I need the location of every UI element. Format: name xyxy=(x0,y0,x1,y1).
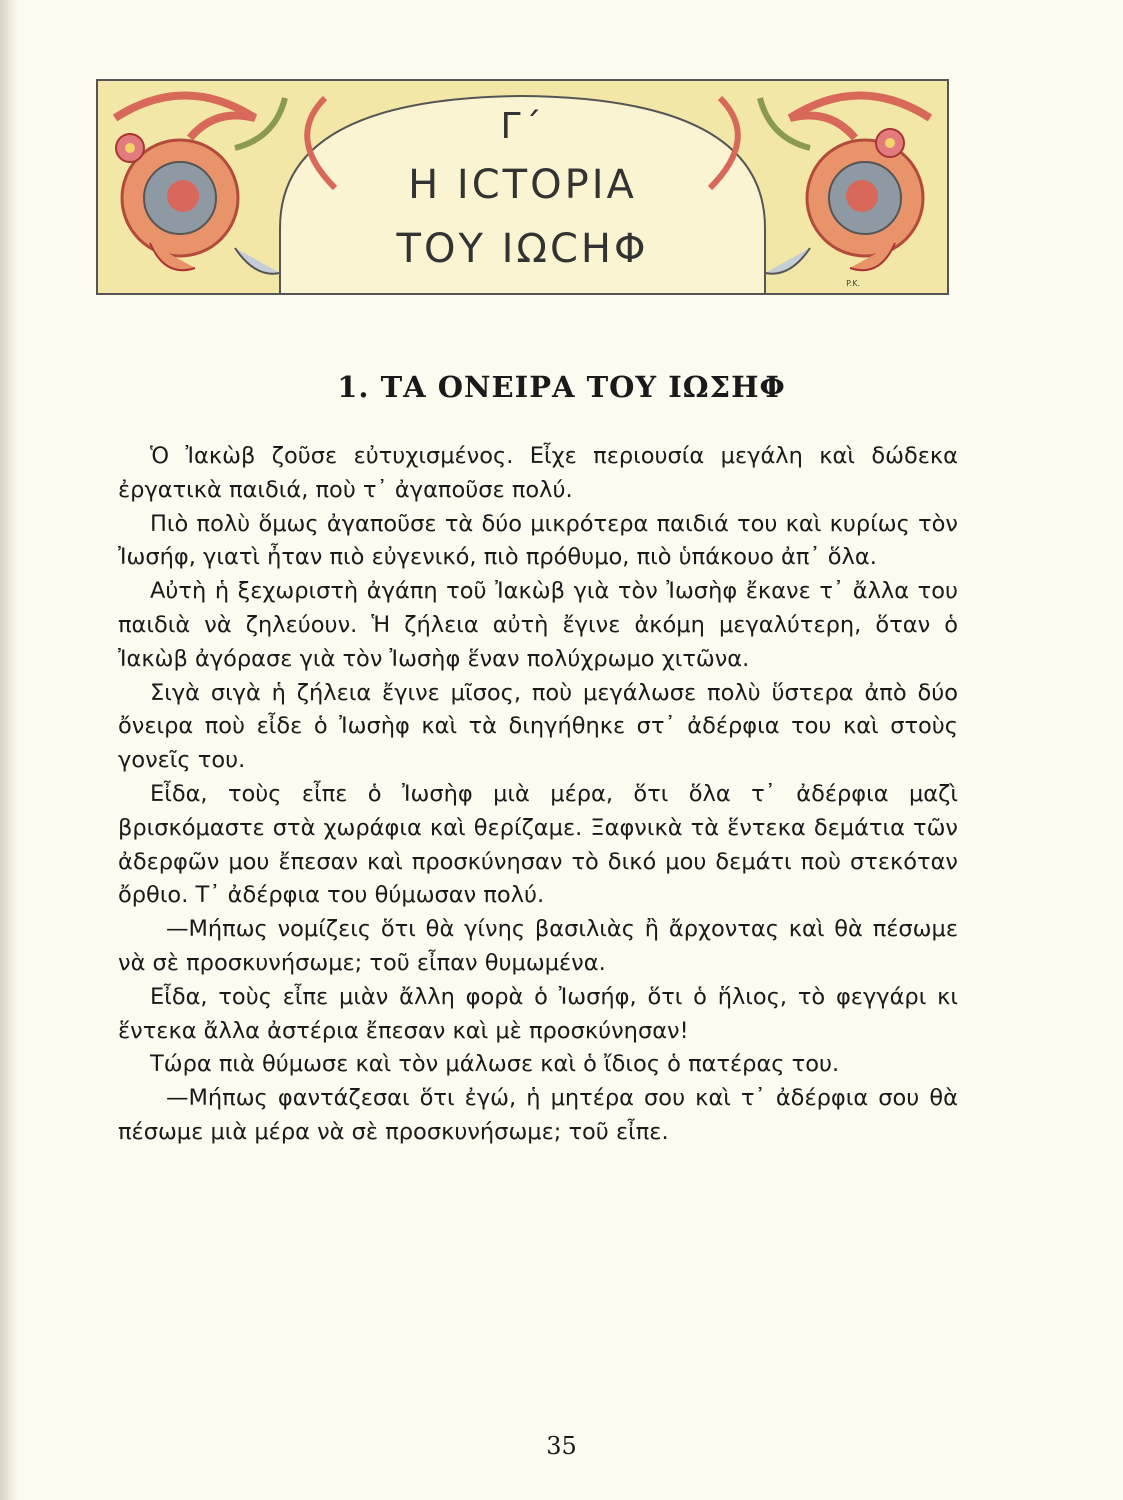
artist-signature: P.K. xyxy=(846,279,860,288)
paragraph: Πιὸ πολὺ ὅμως ἀγαποῦσε τὰ δύο μικρότερα παιδιά του καὶ κυρίως τὸν Ἰωσήφ, γιατὶ ἦταν πιὸ εὐγενικό, πιὸ πρόθυμο, πιὸ ὑπάκουο ἀπ᾿ ὅλα. xyxy=(118,510,958,571)
chapter-letter: Γ΄ xyxy=(500,106,545,147)
paragraph: Αὐτὴ ἡ ξεχωριστὴ ἀγάπη τοῦ Ἰακὼβ γιὰ τὸν Ἰωσὴφ ἔκανε τ᾿ ἄλλα του παιδιὰ νὰ ζηλεύουν. Ἡ ζήλεια αὐτὴ ἔγινε ἀκόμη μεγαλύτερη, ὅταν ὁ Ἰακὼβ ἀγόρασε γιὰ τὸν Ἰωσὴφ ἕναν πολύχρωμο χιτῶνα. xyxy=(118,578,958,672)
paragraph: Εἶδα, τοὺς εἶπε μιὰν ἄλλη φορὰ ὁ Ἰωσήφ, ὅτι ὁ ἥλιος, τὸ φεγγάρι κι ἕντεκα ἄλλα ἀστέρια ἔπεσαν καὶ μὲ προσκύνησαν! xyxy=(118,983,958,1044)
page-edge xyxy=(0,0,18,1500)
body-text xyxy=(118,440,958,1150)
decorative-header-banner xyxy=(95,78,950,296)
dialogue-paragraph: —Μήπως νομίζεις ὅτι θὰ γίνης βασιλιὰς ἢ ἄρχοντας καὶ θὰ πέσωμε νὰ σὲ προσκυνήσωμε; τοῦ εἶπαν θυμωμένα. xyxy=(118,916,958,976)
paragraph: Ὁ Ἰακὼβ ζοῦσε εὐτυχισμένος. Εἶχε περιουσία μεγάλη καὶ δώδεκα ἐργατικὰ παιδιά, ποὺ τ᾿ ἀγαποῦσε πολύ. xyxy=(118,443,958,503)
paragraph: Σιγὰ σιγὰ ἡ ζήλεια ἔγινε μῖσος, ποὺ μεγάλωσε πολὺ ὕστερα ἀπὸ δύο ὄνειρα ποὺ εἶδε ὁ Ἰωσὴφ καὶ τὰ διηγήθηκε στ᾿ ἀδέρφια του καὶ στοὺς γονεῖς του. xyxy=(118,679,958,774)
paragraph: Εἶδα, τοὺς εἶπε ὁ Ἰωσὴφ μιὰ μέρα, ὅτι ὅλα τ᾿ ἀδέρφια μαζὶ βρισκόμαστε στὰ χωράφια καὶ θερίζαμε. Ξαφνικὰ τὰ ἕντεκα δεμάτια τῶν ἀδερφῶν μου ἔπεσαν καὶ προσκύνησαν τὸ δικό μου δεμάτι ποὺ στεκόταν ὄρθιο. Τ᾿ ἀδέρφια του θύμωσαν πολύ. xyxy=(118,780,958,909)
chapter-title: 1. ΤΑ ΟΝΕΙΡΑ ΤΟΥ ΙΩΣΗΦ xyxy=(337,370,786,404)
page-number: 35 xyxy=(546,1432,577,1460)
header-title-line-2: ΤΟΥ ΙΩCΗΦ xyxy=(396,226,649,272)
paragraph: Τώρα πιὰ θύμωσε καὶ τὸν μάλωσε καὶ ὁ ἴδιος ὁ πατέρας του. xyxy=(150,1051,840,1078)
header-title-block xyxy=(95,78,950,296)
header-title-line-1: Η ΙCΤΟΡΙΑ xyxy=(408,162,637,208)
dialogue-paragraph: —Μήπως φαντάζεσαι ὅτι ἐγώ, ἡ μητέρα σου καὶ τ᾿ ἀδέρφια σου θὰ πέσωμε μιὰ μέρα νὰ σὲ προσκυνήσωμε; τοῦ εἶπε. xyxy=(118,1085,958,1145)
